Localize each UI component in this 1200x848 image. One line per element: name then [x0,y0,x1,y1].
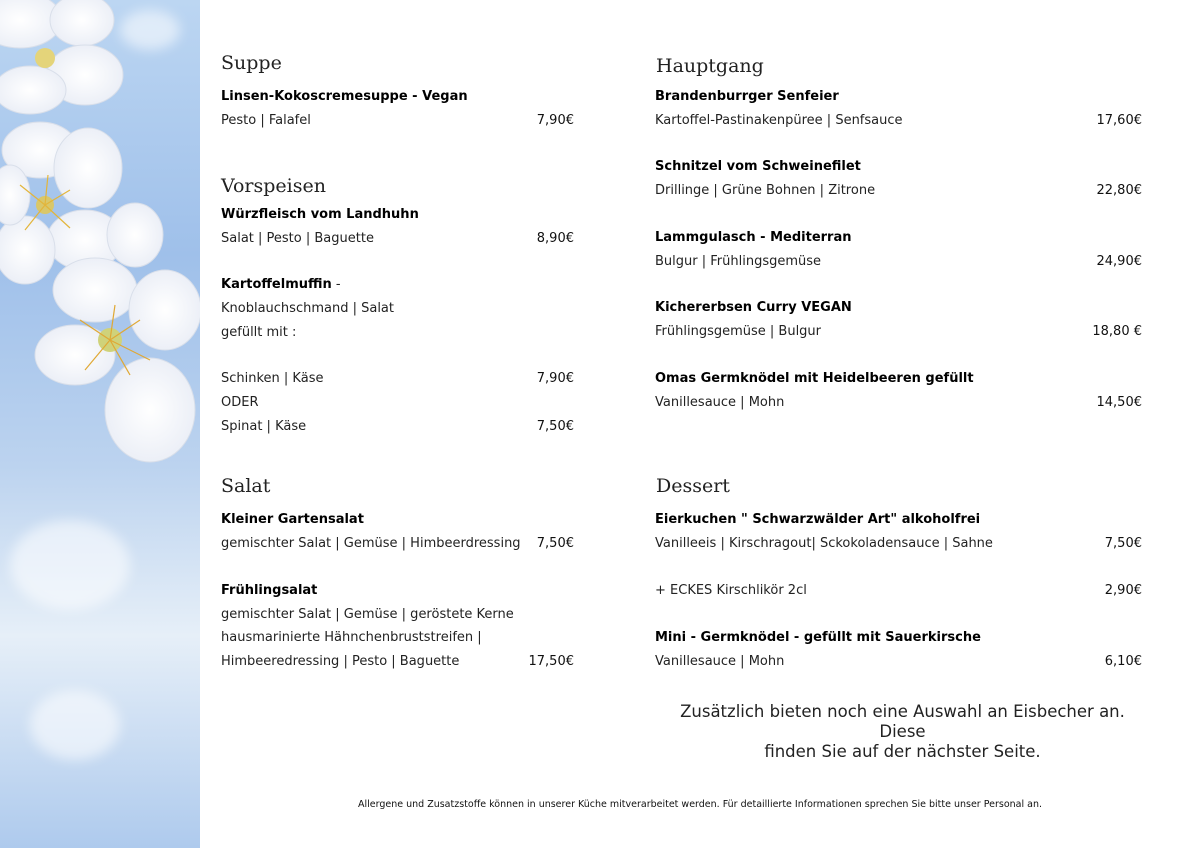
menu-item-name: Eierkuchen " Schwarzwälder Art" alkoholfrei [655,512,981,527]
menu-item-price: 18,80 € [1092,324,1142,339]
menu-item-price: 7,50€ [1104,536,1142,551]
menu-item-description: Vanilleeis | Kirschragout| Sckokoladensauce | Sahne [655,536,993,551]
menu-item-price: 8,90€ [536,231,574,246]
menu-item-name: Mini - Germknödel - gefüllt mit Sauerkirsche [655,630,981,645]
menu-item-description: Himbeeredressing | Pesto | Baguette [221,654,460,669]
note-line: finden Sie auf der nächster Seite. [764,742,1041,761]
menu-item-name: Schnitzel vom Schweinefilet [655,159,861,174]
menu-item-price: 2,90€ [1104,583,1142,598]
menu-item-name-line [221,277,341,293]
decorative-blossom-sidebar [0,0,200,848]
menu-item-name: Linsen-Kokoscremesuppe - Vegan [221,89,468,104]
section-heading-dessert: Dessert [656,475,730,497]
menu-item-description: Frühlingsgemüse | Bulgur [655,324,822,339]
menu-item-price: 24,90€ [1096,254,1142,269]
menu-item-price: 7,50€ [536,419,574,434]
menu-item-price: 7,90€ [536,113,574,128]
menu-item-description: Kartoffel-Pastinakenpüree | Senfsauce [655,113,903,128]
menu-item-price: 17,60€ [1096,113,1142,128]
menu-item-price: 14,50€ [1096,395,1142,410]
menu-item-extra: + ECKES Kirschlikör 2cl [655,583,807,598]
section-heading-salat: Salat [221,475,271,497]
menu-item-description: Vanillesauce | Mohn [655,395,785,410]
section-heading-vorspeisen: Vorspeisen [221,175,326,197]
menu-item-description: Knoblauchschmand | Salat [221,301,394,316]
menu-item-name: Würzfleisch vom Landhuhn [221,207,419,222]
menu-item-name: Frühlingsalat [221,583,318,598]
menu-item-description: gefüllt mit : [221,325,297,340]
menu-item-description: gemischter Salat | Gemüse | geröstete Kerne [221,607,514,622]
allergen-footer-note: Allergene und Zusatzstoffe können in unserer Küche mitverarbeitet werden. Für detaillierte Informationen sprechen Sie bitte unser Personal an. [357,799,1042,810]
menu-item-description: hausmarinierte Hähnchenbruststreifen | [221,630,482,645]
menu-item-name: Kichererbsen Curry VEGAN [655,300,852,315]
menu-item-description: Pesto | Falafel [221,113,311,128]
cherry-blossom-image [0,0,200,848]
menu-item-name: Omas Germknödel mit Heidelbeeren gefüllt [655,371,974,386]
ice-cream-note [655,702,1150,762]
menu-item-name: Kartoffelmuffin [221,277,332,292]
section-heading-hauptgang: Hauptgang [656,55,764,77]
menu-item-description: Vanillesauce | Mohn [655,654,785,669]
section-heading-suppe: Suppe [221,52,282,74]
menu-item-name: Brandenburrger Senfeier [655,89,839,104]
menu-item-option-separator: ODER [221,395,259,410]
menu-item-name: Lammgulasch - Mediterran [655,230,852,245]
menu-item-price: 6,10€ [1104,654,1142,669]
menu-item-price: 7,50€ [536,536,574,551]
menu-item-name-suffix: - [331,277,341,292]
menu-item-option: Spinat | Käse [221,419,307,434]
menu-item-description: Salat | Pesto | Baguette [221,231,374,246]
menu-item-price: 17,50€ [528,654,574,669]
menu-item-description: gemischter Salat | Gemüse | Himbeerdressing [221,536,521,551]
note-line: Zusätzlich bieten noch eine Auswahl an Eisbecher an. Diese [680,702,1125,741]
menu-item-price: 7,90€ [536,371,574,386]
menu-item-description: Drillinge | Grüne Bohnen | Zitrone [655,183,876,198]
menu-item-description: Bulgur | Frühlingsgemüse [655,254,822,269]
menu-item-name: Kleiner Gartensalat [221,512,364,527]
menu-item-price: 22,80€ [1096,183,1142,198]
menu-item-option: Schinken | Käse [221,371,324,386]
